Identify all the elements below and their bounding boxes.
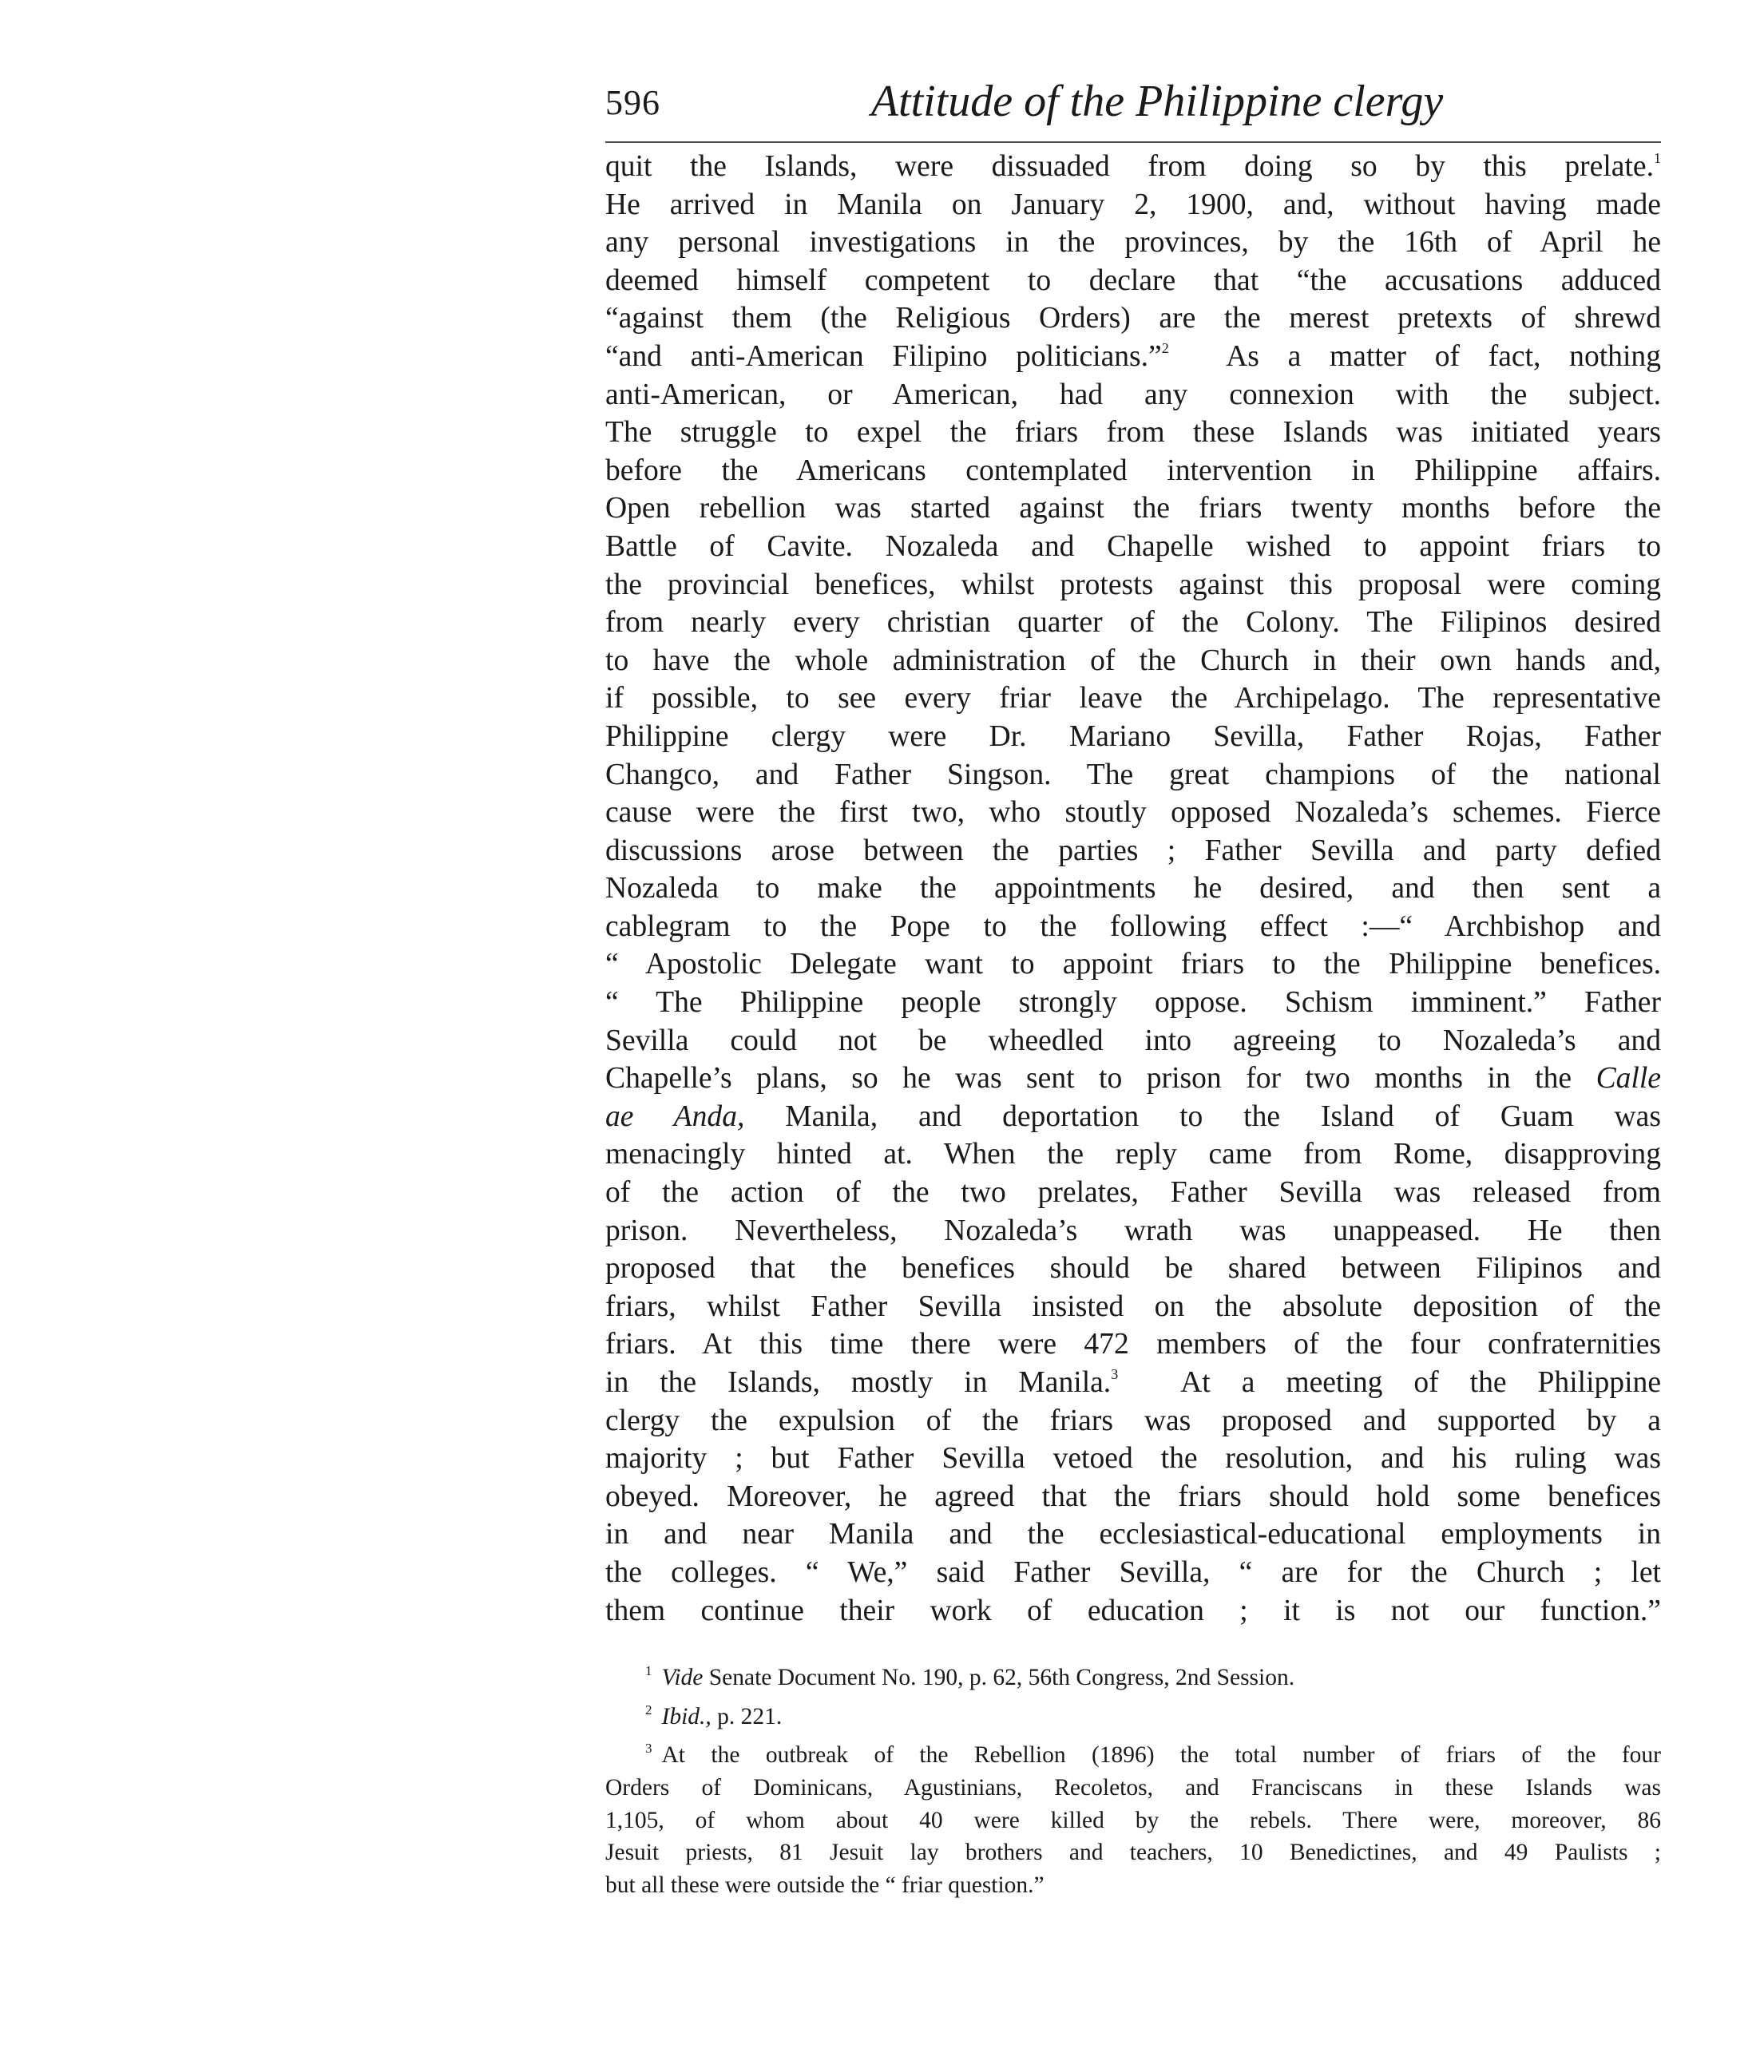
text-line: any personal investigations in the provinces, by the 16th of April he xyxy=(605,226,1661,259)
text-line: Nozaleda to make the appointments he desired, and then sent a xyxy=(605,872,1661,905)
text-line: if possible, to see every friar leave the Archipelago. The representative xyxy=(605,682,1661,715)
footnote-ref-1: 1 xyxy=(1654,150,1661,166)
text-line: in and near Manila and the ecclesiastical-educational employments in xyxy=(605,1518,1661,1551)
text-line: cablegram to the Pope to the following effect :—“ Archbishop and xyxy=(605,909,1661,943)
footnote-line: $^1$ Vide Senate Document No. 190, p. 62, 56th Congress, 2nd Session. xyxy=(645,1663,1295,1691)
footnote-line: Jesuit priests, 81 Jesuit lay brothers and teachers, 10 Benedictines, and 49 Paulists ; xyxy=(605,1840,1661,1866)
text-line: deemed himself competent to declare that “the accusations adduced xyxy=(605,263,1661,297)
text-line: The struggle to expel the friars from these Islands was initiated years xyxy=(605,416,1661,450)
text-line: before the Americans contemplated intervention in Philippine affairs. xyxy=(605,454,1661,487)
running-title: Attitude of the Philippine clergy xyxy=(870,77,1444,126)
text-line: clergy the expulsion of the friars was proposed and supported by a xyxy=(605,1404,1661,1437)
text-line: to have the whole administration of the Church in their own hands and, xyxy=(605,644,1661,677)
body-text xyxy=(605,148,1661,1630)
text-line: them continue their work of education ; it is not our function.” xyxy=(605,1594,1661,1627)
text-line: Open rebellion was started against the friars twenty months before the xyxy=(605,492,1661,525)
footnote-mark: 2 xyxy=(645,1702,652,1717)
footnote-3 xyxy=(605,1733,1661,1901)
footnote-mark: 1 xyxy=(645,1663,652,1679)
footnote-1 xyxy=(605,1655,1661,1694)
text-line: “ Apostolic Delegate want to appoint friars to the Philippine benefices. xyxy=(605,948,1661,981)
text-line: Chapelle’s plans, so he was sent to prison for two months in the Calle xyxy=(605,1062,1661,1095)
text-line: in the Islands, mostly in Manila.$^3$ At a meeting of the Philippine xyxy=(605,1366,1662,1399)
book-page xyxy=(605,76,1661,1901)
text-line: Sevilla could not be wheedled into agreeing to Nozaleda’s and xyxy=(605,1024,1661,1057)
text-line: proposed that the benefices should be shared between Filipinos and xyxy=(605,1252,1661,1286)
text-line: majority ; but Father Sevilla vetoed the resolution, and his ruling was xyxy=(605,1442,1661,1476)
footnote-line: $^3$ At the outbreak of the Rebellion (1896) the total number of friars of the four xyxy=(645,1741,1661,1769)
footnote-line: 1,105, of whom about 40 were killed by the rebels. There were, moreover, 86 xyxy=(605,1807,1661,1833)
footnote-line: Orders of Dominicans, Agustinians, Recoletos, and Franciscans in these Islands was xyxy=(605,1774,1661,1801)
text-line: the provincial benefices, whilst protests against this proposal were coming xyxy=(605,568,1661,601)
text-line: of the action of the two prelates, Father Sevilla was released from xyxy=(605,1176,1661,1210)
footnote-mark: 3 xyxy=(645,1741,652,1757)
footnote-line: $^2$ Ibid., p. 221. xyxy=(645,1702,783,1729)
text-line: Philippine clergy were Dr. Mariano Sevilla, Father Rojas, Father xyxy=(605,719,1661,753)
text-line: from nearly every christian quarter of the Colony. The Filipinos desired xyxy=(605,606,1661,640)
footnote-ref-3: 3 xyxy=(1111,1366,1119,1382)
text-line: prison. Nevertheless, Nozaleda’s wrath was unappeased. He then xyxy=(605,1214,1661,1247)
text-line: friars, whilst Father Sevilla insisted on the absolute deposition of the xyxy=(605,1290,1661,1323)
text-line: anti-American, or American, had any connexion with the subject. xyxy=(605,378,1661,411)
text-line: menacingly hinted at. When the reply came from Rome, disapproving xyxy=(605,1138,1661,1171)
running-head xyxy=(605,76,1661,140)
text-line: cause were the first two, who stoutly opposed Nozaleda’s schemes. Fierce xyxy=(605,796,1661,830)
text-line: He arrived in Manila on January 2, 1900, and, without having made xyxy=(605,188,1661,221)
header-rule xyxy=(605,141,1661,143)
text-line: “ The Philippine people strongly oppose. Schism imminent.” Father xyxy=(605,986,1661,1020)
text-line: obeyed. Moreover, he agreed that the friars should hold some benefices xyxy=(605,1480,1661,1513)
footnotes xyxy=(605,1655,1661,1901)
footnote-line: but all these were outside the “ friar question.” xyxy=(605,1872,1045,1898)
text-line: quit the Islands, were dissuaded from doing so by this prelate.$^1$ xyxy=(605,150,1661,183)
text-line: Battle of Cavite. Nozaleda and Chapelle wished to appoint friars to xyxy=(605,529,1661,563)
text-line: friars. At this time there were 472 members of the four confraternities xyxy=(605,1328,1661,1361)
page-number: 596 xyxy=(605,83,660,122)
footnote-2 xyxy=(605,1694,1661,1733)
text-line: the colleges. “ We,” said Father Sevilla, “ are for the Church ; let xyxy=(605,1555,1661,1589)
text-line: “against them (the Religious Orders) are the merest pretexts of shrewd xyxy=(605,302,1661,335)
footnote-ref-2: 2 xyxy=(1161,339,1169,356)
text-line: ae Anda, Manila, and deportation to the Island of Guam was xyxy=(605,1099,1661,1133)
text-line: “and anti-American Filipino politicians.”$^2$ As a matter of fact, nothing xyxy=(605,339,1661,373)
text-line: Changco, and Father Singson. The great champions of the national xyxy=(605,758,1661,791)
text-line: discussions arose between the parties ; Father Sevilla and party defied xyxy=(605,834,1661,867)
